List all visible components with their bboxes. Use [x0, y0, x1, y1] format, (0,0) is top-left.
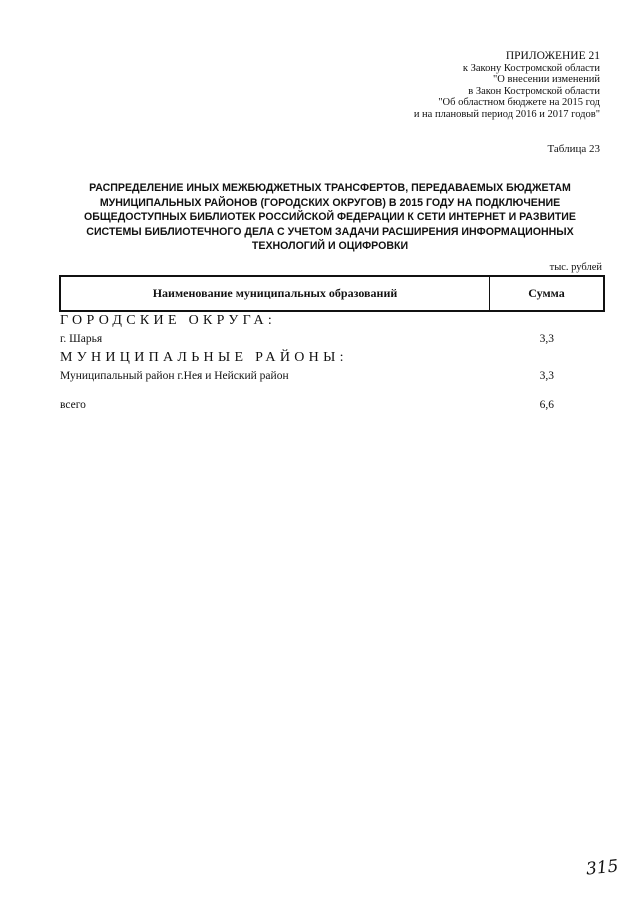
row-sum: 3,3 [539, 333, 554, 345]
table-row-total [60, 399, 554, 411]
table-row [60, 333, 554, 345]
column-header-sum: Сумма [528, 286, 565, 300]
row-sum: 6,6 [539, 399, 554, 411]
row-name: г. Шарья [60, 333, 103, 345]
table-header [59, 275, 605, 312]
row-name: всего [60, 399, 86, 411]
table-number: Таблица 23 [547, 143, 600, 155]
title-line: МУНИЦИПАЛЬНЫХ РАЙОНОВ (ГОРОДСКИХ ОКРУГОВ) В 2015 ГОДУ НА ПОДКЛЮЧЕНИЕ [99, 196, 561, 209]
title-line: ТЕХНОЛОГИЙ И ОЦИФРОВКИ [251, 240, 409, 252]
handwritten-page-number: 315 [585, 856, 620, 880]
title-line: РАСПРЕДЕЛЕНИЕ ИНЫХ МЕЖБЮДЖЕТНЫХ ТРАНСФЕРТОВ, ПЕРЕДАВАЕМЫХ БЮДЖЕТАМ [89, 182, 571, 194]
section-municipal-districts: МУНИЦИПАЛЬНЫЕ РАЙОНЫ: [60, 350, 348, 365]
appendix-line: "О внесении изменений [493, 74, 600, 86]
units-label: тыс. рублей [549, 262, 602, 273]
appendix-line: "Об областном бюджете на 2015 год [438, 97, 600, 109]
row-sum: 3,3 [539, 370, 554, 382]
appendix-block [280, 50, 600, 120]
appendix-line: в Закон Костромской области [468, 85, 600, 97]
section-urban-districts: ГОРОДСКИЕ ОКРУГА: [60, 313, 277, 328]
appendix-title: ПРИЛОЖЕНИЕ 21 [505, 50, 600, 62]
document-title [60, 181, 600, 254]
table-row [60, 370, 554, 382]
column-header-name: Наименование муниципальных образований [61, 277, 490, 310]
title-line: ОБЩЕДОСТУПНЫХ БИБЛИОТЕК РОССИЙСКОЙ ФЕДЕРАЦИИ К СЕТИ ИНТЕРНЕТ И РАЗВИТИЕ [84, 211, 576, 223]
appendix-line: к Закону Костромской области [462, 62, 600, 74]
row-name: Муниципальный район г.Нея и Нейский район [60, 370, 289, 382]
appendix-line: и на плановый период 2016 и 2017 годов" [413, 108, 600, 120]
title-line: СИСТЕМЫ БИБЛИОТЕЧНОГО ДЕЛА С УЧЕТОМ ЗАДАЧИ РАСШИРЕНИЯ ИНФОРМАЦИОННЫХ [86, 225, 574, 238]
